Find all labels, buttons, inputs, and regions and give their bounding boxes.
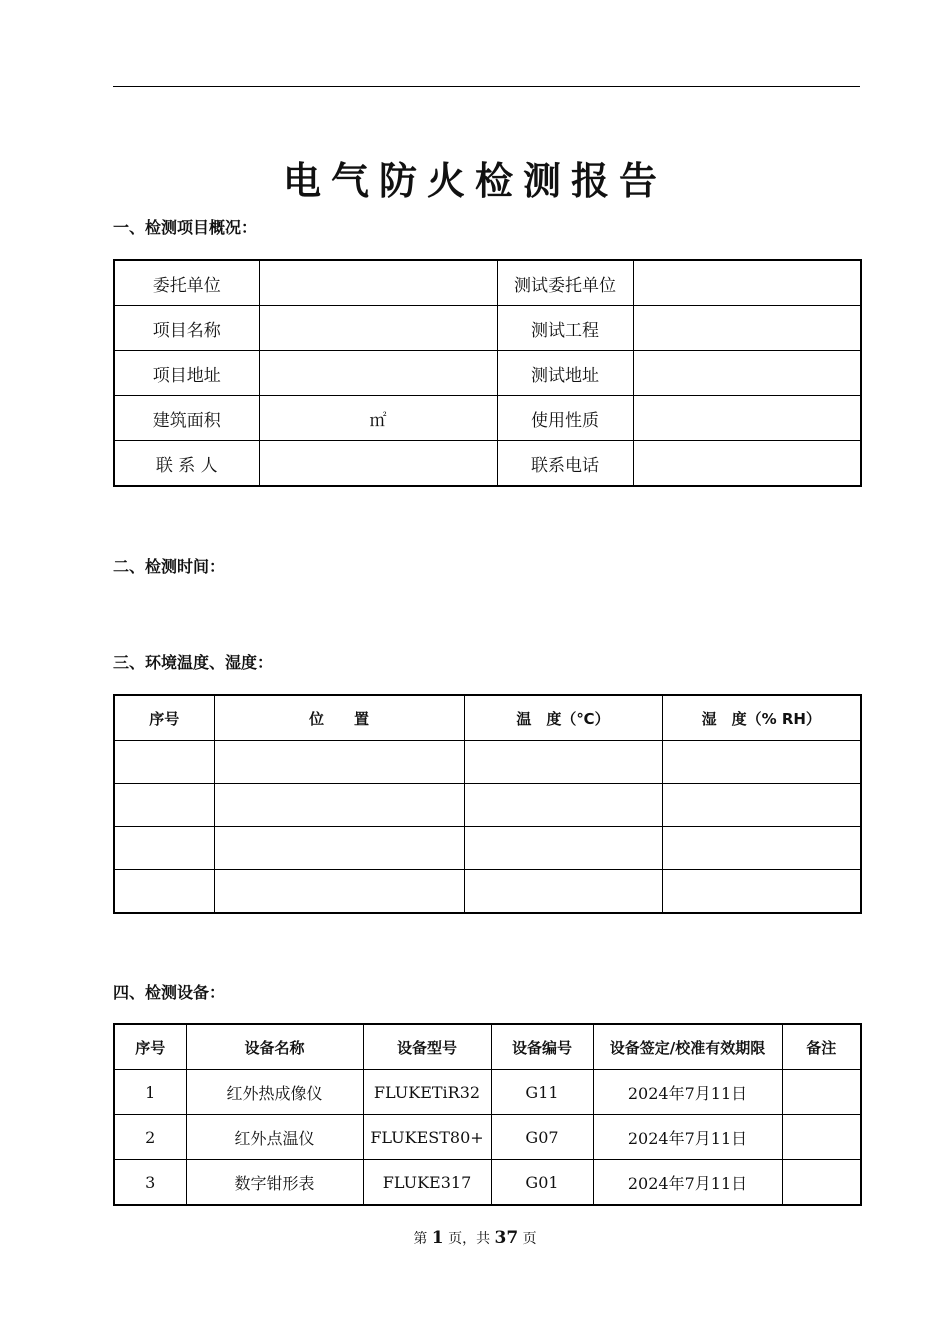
overview-value bbox=[259, 441, 497, 487]
equipment-column-header: 设备签定/校准有效期限 bbox=[593, 1024, 782, 1070]
overview-value bbox=[259, 351, 497, 396]
footer-prefix: 第 bbox=[413, 1231, 428, 1247]
total-page-count: 37 bbox=[494, 1228, 519, 1248]
equipment-row bbox=[114, 1070, 861, 1115]
env-cell bbox=[662, 741, 861, 784]
equipment-column-header: 设备名称 bbox=[186, 1024, 363, 1070]
footer-middle: 页，共 bbox=[448, 1231, 491, 1247]
env-cell bbox=[214, 827, 464, 870]
overview-table bbox=[113, 259, 862, 487]
equipment-table bbox=[113, 1023, 862, 1206]
env-cell bbox=[464, 827, 662, 870]
overview-label: 委托单位 bbox=[114, 260, 259, 306]
env-row bbox=[114, 741, 861, 784]
env-cell bbox=[114, 827, 214, 870]
equipment-cell: G11 bbox=[491, 1070, 593, 1115]
equipment-cell bbox=[782, 1160, 861, 1206]
overview-row bbox=[114, 441, 861, 487]
env-row bbox=[114, 827, 861, 870]
equipment-cell: 2024年7月11日 bbox=[593, 1115, 782, 1160]
env-cell bbox=[662, 784, 861, 827]
overview-value bbox=[633, 441, 861, 487]
overview-value bbox=[633, 396, 861, 441]
equipment-cell: 2 bbox=[114, 1115, 186, 1160]
env-cell bbox=[214, 784, 464, 827]
overview-row bbox=[114, 260, 861, 306]
equipment-cell: 红外点温仪 bbox=[186, 1115, 363, 1160]
equipment-column-header: 序号 bbox=[114, 1024, 186, 1070]
overview-label: 联系电话 bbox=[497, 441, 633, 487]
env-row bbox=[114, 870, 861, 914]
overview-label: 使用性质 bbox=[497, 396, 633, 441]
env-cell bbox=[662, 827, 861, 870]
env-cell bbox=[464, 870, 662, 914]
overview-value bbox=[633, 260, 861, 306]
overview-label: 项目地址 bbox=[114, 351, 259, 396]
page-footer bbox=[0, 1228, 950, 1248]
overview-value: ㎡ bbox=[259, 396, 497, 441]
section-environment-heading: 三、环境温度、湿度： bbox=[113, 653, 274, 672]
header-rule bbox=[113, 86, 860, 87]
env-column-header: 湿 度（% RH） bbox=[662, 695, 861, 741]
overview-label: 测试委托单位 bbox=[497, 260, 633, 306]
equipment-column-header: 设备型号 bbox=[363, 1024, 491, 1070]
equipment-cell: 2024年7月11日 bbox=[593, 1160, 782, 1206]
env-cell bbox=[464, 784, 662, 827]
env-row bbox=[114, 784, 861, 827]
footer-suffix: 页 bbox=[522, 1231, 537, 1247]
current-page-number: 1 bbox=[431, 1228, 444, 1248]
overview-label: 建筑面积 bbox=[114, 396, 259, 441]
env-cell bbox=[662, 870, 861, 914]
env-cell bbox=[114, 741, 214, 784]
equipment-cell: 红外热成像仪 bbox=[186, 1070, 363, 1115]
overview-label: 测试工程 bbox=[497, 306, 633, 351]
overview-value bbox=[259, 260, 497, 306]
section-equipment-heading: 四、检测设备： bbox=[113, 983, 226, 1002]
environment-table bbox=[113, 694, 862, 914]
overview-label: 测试地址 bbox=[497, 351, 633, 396]
equipment-cell: G07 bbox=[491, 1115, 593, 1160]
equipment-cell: FLUKEST80+ bbox=[363, 1115, 491, 1160]
overview-row bbox=[114, 396, 861, 441]
env-cell bbox=[214, 870, 464, 914]
equipment-cell: 1 bbox=[114, 1070, 186, 1115]
overview-value bbox=[633, 351, 861, 396]
equipment-cell bbox=[782, 1115, 861, 1160]
equipment-cell bbox=[782, 1070, 861, 1115]
env-column-header: 序号 bbox=[114, 695, 214, 741]
env-column-header: 位 置 bbox=[214, 695, 464, 741]
overview-label: 项目名称 bbox=[114, 306, 259, 351]
report-title: 电气防火检测报告 bbox=[282, 159, 667, 203]
env-cell bbox=[114, 870, 214, 914]
env-cell bbox=[464, 741, 662, 784]
equipment-cell: 2024年7月11日 bbox=[593, 1070, 782, 1115]
equipment-row bbox=[114, 1160, 861, 1206]
equipment-cell: G01 bbox=[491, 1160, 593, 1206]
equipment-cell: FLUKE317 bbox=[363, 1160, 491, 1206]
equipment-cell: FLUKETiR32 bbox=[363, 1070, 491, 1115]
env-column-header: 温 度（℃） bbox=[464, 695, 662, 741]
equipment-column-header: 备注 bbox=[782, 1024, 861, 1070]
section-time-heading: 二、检测时间： bbox=[113, 557, 226, 576]
overview-value bbox=[259, 306, 497, 351]
overview-row bbox=[114, 351, 861, 396]
env-cell bbox=[214, 741, 464, 784]
equipment-cell: 3 bbox=[114, 1160, 186, 1206]
overview-label: 联 系 人 bbox=[114, 441, 259, 487]
overview-value bbox=[633, 306, 861, 351]
equipment-row bbox=[114, 1115, 861, 1160]
overview-row bbox=[114, 306, 861, 351]
env-cell bbox=[114, 784, 214, 827]
equipment-cell: 数字钳形表 bbox=[186, 1160, 363, 1206]
section-overview-heading: 一、检测项目概况： bbox=[113, 218, 258, 237]
equipment-column-header: 设备编号 bbox=[491, 1024, 593, 1070]
